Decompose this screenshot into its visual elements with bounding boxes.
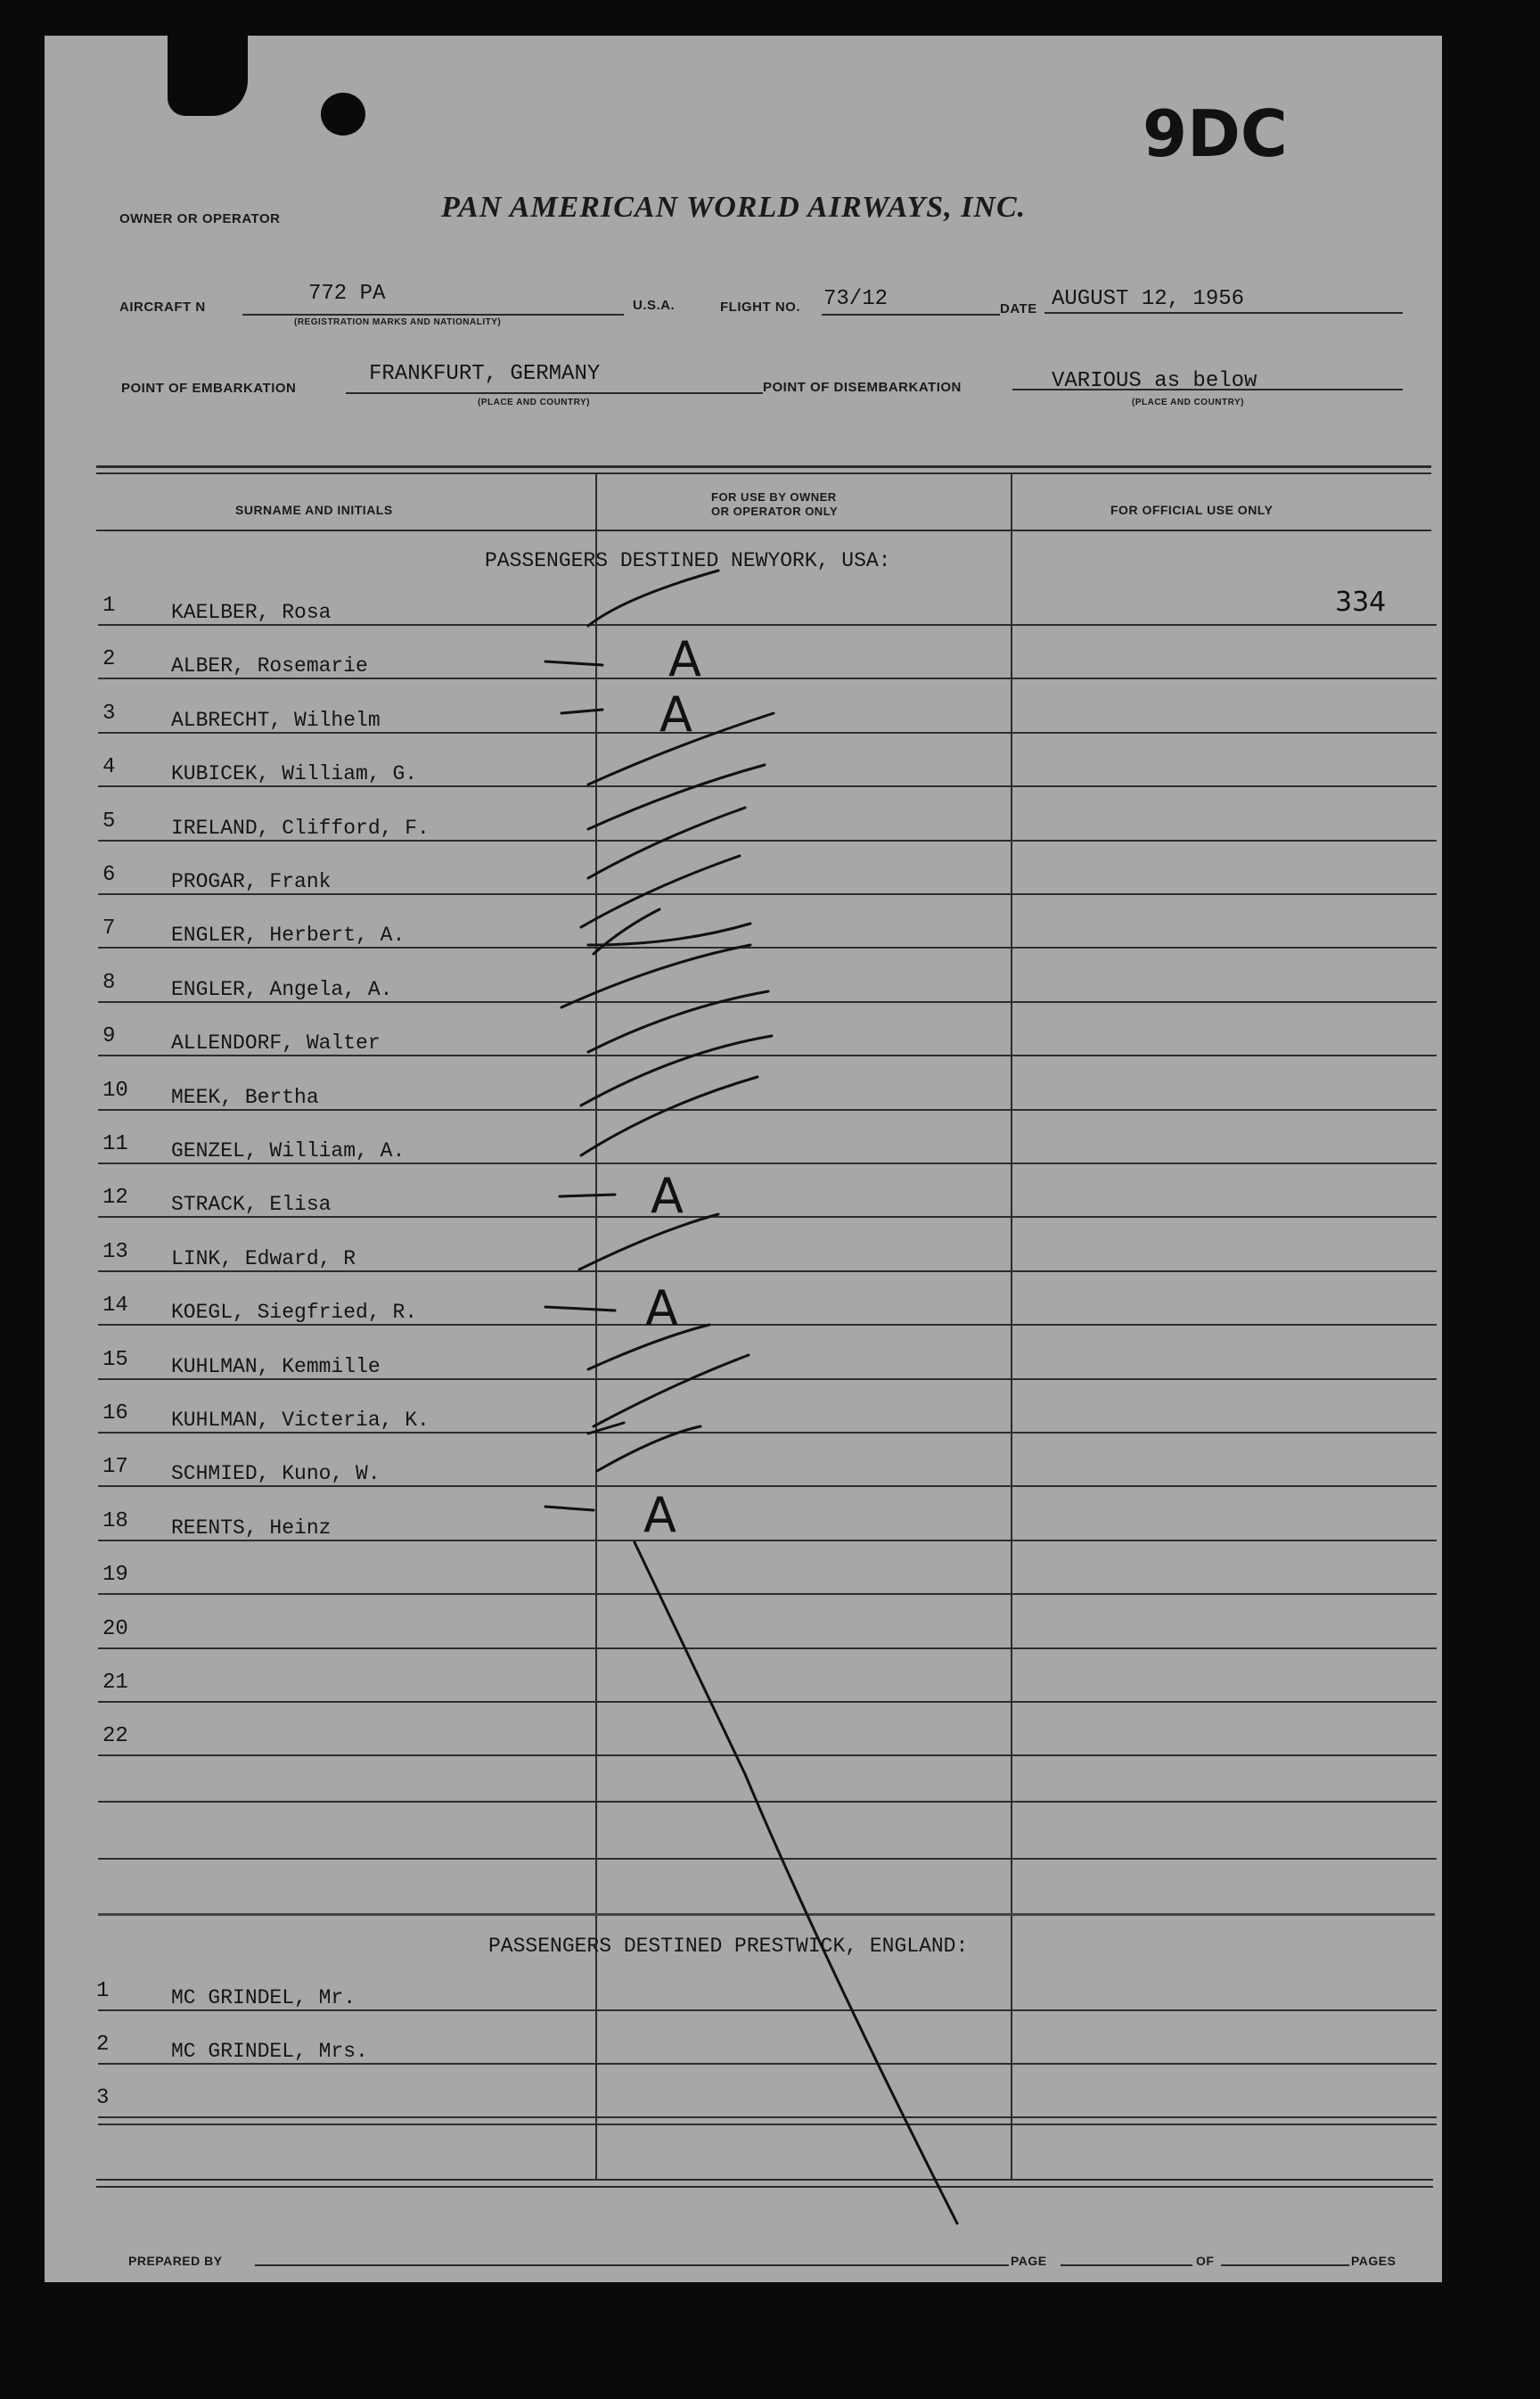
passenger-name: ALBRECHT, Wilhelm: [171, 708, 381, 732]
passenger-name: MC GRINDEL, Mr.: [171, 1986, 356, 2009]
row-number: 9: [102, 1024, 116, 1049]
col-official: FOR OFFICIAL USE ONLY: [1110, 503, 1274, 517]
passenger-name: ALLENDORF, Walter: [171, 1031, 381, 1056]
row-number: 5: [102, 809, 116, 834]
passenger-name: PROGAR, Frank: [171, 870, 332, 893]
section2-heading: PASSENGERS DESTINED PRESTWICK, ENGLAND:: [488, 1935, 969, 1958]
passenger-name: ENGLER, Herbert, A.: [171, 924, 405, 948]
passenger-name: KAELBER, Rosa: [171, 601, 332, 624]
passenger-name: STRACK, Elisa: [171, 1193, 332, 1217]
passenger-name: GENZEL, William, A.: [171, 1139, 405, 1163]
row-number: 16: [102, 1401, 128, 1425]
row-number: 1: [96, 1979, 110, 2003]
row-number: 15: [102, 1347, 128, 1372]
row-number: 6: [102, 863, 116, 887]
row-number: 11: [102, 1132, 128, 1156]
aircraft-value: 772 PA: [308, 282, 386, 306]
handwritten-a-mark: A: [659, 686, 692, 743]
owner-label: OWNER OR OPERATOR: [119, 211, 281, 226]
page-label: PAGE: [1011, 2254, 1047, 2268]
passenger-name: LINK, Edward, R: [171, 1246, 356, 1270]
row-number: 2: [96, 2033, 110, 2057]
row-number: 21: [102, 1671, 128, 1695]
row-number: 19: [102, 1563, 128, 1588]
row-number: 20: [102, 1616, 128, 1641]
handwritten-count: 334: [1335, 587, 1387, 618]
embark-label: POINT OF EMBARKATION: [121, 381, 297, 396]
passenger-name: SCHMIED, Kuno, W.: [171, 1462, 381, 1486]
date-label: DATE: [1000, 301, 1037, 316]
disembark-value: VARIOUS as below: [1052, 369, 1257, 393]
handwritten-a-mark: A: [645, 1280, 678, 1336]
row-number: 18: [102, 1508, 128, 1533]
row-number: 7: [102, 916, 116, 941]
usa-label: U.S.A.: [633, 298, 676, 313]
col-surname: SURNAME AND INITIALS: [235, 503, 393, 517]
embark-value: FRANKFURT, GERMANY: [369, 362, 601, 386]
row-number: 1: [102, 594, 116, 618]
handwritten-a-mark: A: [643, 1487, 676, 1543]
row-number: 3: [102, 701, 116, 726]
airline-name: PAN AMERICAN WORLD AIRWAYS, INC.: [441, 191, 1027, 224]
passenger-name: KUHLMAN, Kemmille: [171, 1354, 381, 1378]
handwritten-a-mark: A: [651, 1168, 684, 1224]
row-number: 12: [102, 1186, 128, 1211]
passenger-name: KUHLMAN, Victeria, K.: [171, 1409, 430, 1432]
passenger-name: MEEK, Bertha: [171, 1085, 319, 1109]
passenger-name: ALBER, Rosemarie: [171, 654, 368, 678]
row-number: 3: [96, 2086, 110, 2110]
disembark-label: POINT OF DISEMBARKATION: [763, 380, 962, 395]
passenger-name: KOEGL, Siegfried, R.: [171, 1301, 418, 1325]
flight-value: 73/12: [823, 287, 889, 311]
handwritten-code: 9DC: [1143, 96, 1288, 171]
section1-heading: PASSENGERS DESTINED NEWYORK, USA:: [485, 549, 891, 572]
pages-label: PAGES: [1351, 2254, 1397, 2268]
of-label: OF: [1196, 2254, 1215, 2268]
aircraft-label: AIRCRAFT N: [119, 300, 206, 315]
registration-note: (REGISTRATION MARKS AND NATIONALITY): [294, 317, 502, 327]
col-owner-use-1: FOR USE BY OWNER: [711, 490, 837, 504]
row-number: 4: [102, 755, 116, 780]
passenger-name: KUBICEK, William, G.: [171, 762, 418, 786]
passenger-name: MC GRINDEL, Mrs.: [171, 2040, 368, 2063]
date-value: AUGUST 12, 1956: [1052, 287, 1245, 311]
row-number: 2: [102, 647, 116, 672]
row-number: 17: [102, 1455, 128, 1480]
row-number: 10: [102, 1078, 128, 1103]
col-owner-use-2: OR OPERATOR ONLY: [711, 505, 839, 518]
handwritten-a-mark: A: [668, 631, 701, 687]
row-number: 13: [102, 1239, 128, 1264]
passenger-name: REENTS, Heinz: [171, 1516, 332, 1540]
row-number: 8: [102, 970, 116, 995]
prepared-by-label: PREPARED BY: [128, 2254, 223, 2268]
row-number: 14: [102, 1294, 128, 1319]
embark-place-note: (PLACE AND COUNTRY): [478, 398, 590, 407]
row-number: 22: [102, 1724, 128, 1749]
passenger-name: IRELAND, Clifford, F.: [171, 816, 430, 840]
disembark-place-note: (PLACE AND COUNTRY): [1132, 398, 1244, 407]
passenger-name: ENGLER, Angela, A.: [171, 977, 393, 1001]
flight-label: FLIGHT NO.: [720, 300, 800, 315]
